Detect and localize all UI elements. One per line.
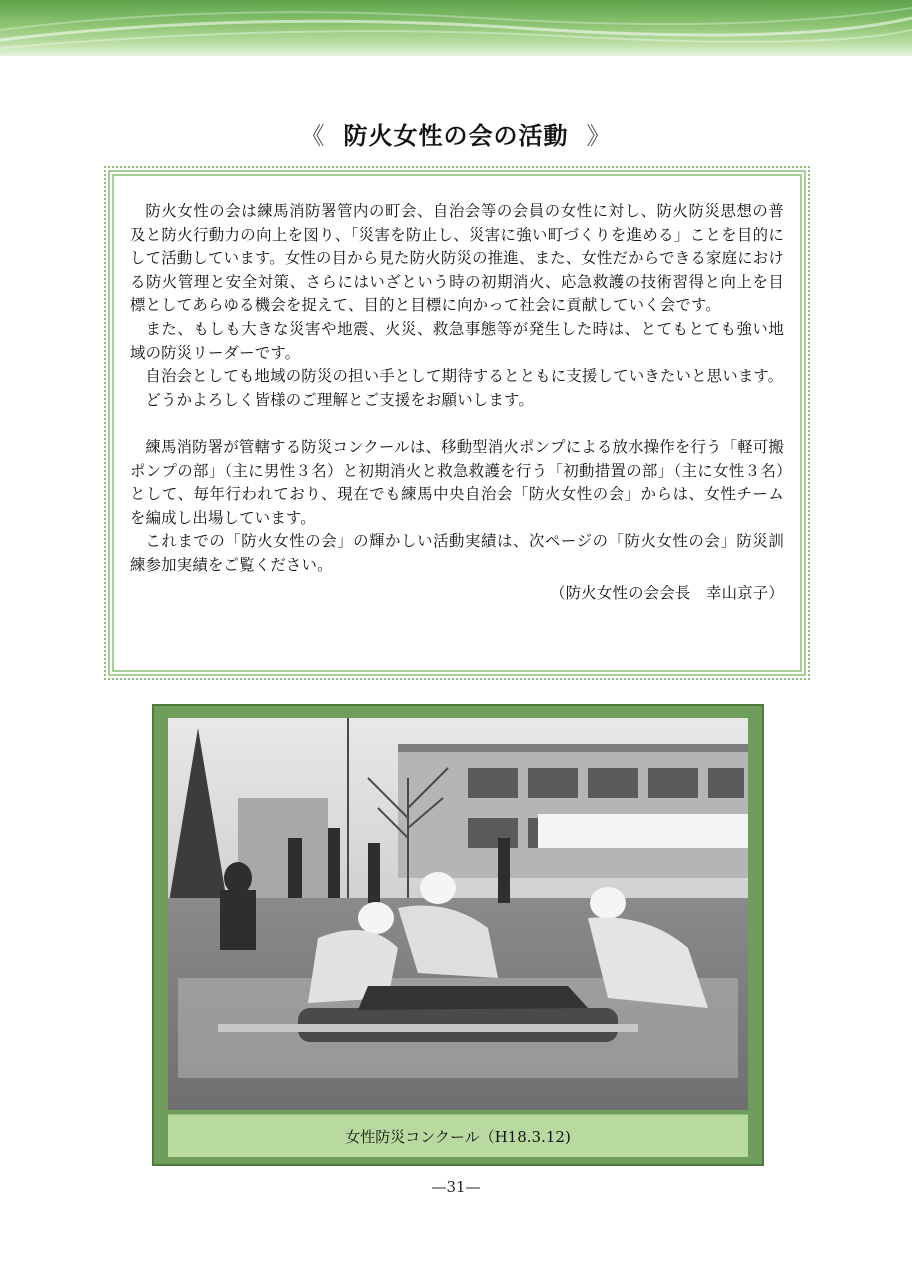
photo: [168, 718, 748, 1110]
header-decoration: [0, 0, 912, 56]
paragraph: これまでの「防火女性の会」の輝かしい活動実績は、次ページの「防火女性の会」防災訓練参加実績をご覧ください。: [130, 532, 784, 574]
page-title: 《 防火女性の会の活動 》: [300, 121, 612, 150]
photo-frame: [152, 704, 764, 1166]
paragraph: また、もしも大きな災害や地震、火災、救急事態等が発生した時は、とてもとても強い地域の防災リーダーです。: [130, 319, 784, 362]
photo-caption: [168, 1114, 748, 1157]
page-number: —31—: [431, 1178, 481, 1196]
signature: （防火女性の会会長 幸山京子）: [550, 583, 784, 602]
text-content: [130, 200, 784, 605]
photo-caption-text: 女性防災コンクール（H18.3.12): [345, 1127, 571, 1146]
paragraph: 防火女性の会は練馬消防署管内の町会、自治会等の会員の女性に対し、防火防災思想の普及と防火行動力の向上を図り、「災害を防止し、災害に強い町づくりを進める」ことを目的にして活動しています。女性の目から見た防火防災の推進、また、女性だからできる家庭における防火管理と安全対策、さらにはいざという時の初期消火、応急救護の技術習得と向上を目標としてあらゆる機会を捉えて、目的と目標に向かって社会に貢献していく会です。: [130, 202, 784, 315]
page-title-text: 防火女性の会の活動: [343, 121, 569, 150]
text-box: [108, 170, 806, 676]
paragraph: 自治会としても地域の防災の担い手として期待するとともに支援していきたいと思います。: [145, 367, 784, 386]
paragraph: 練馬消防署が管轄する防災コンクールは、移動型消火ポンプによる放水操作を行う「軽可搬ポンプの部」（主に男性３名）と初期消火と救急救護を行う「初動措置の部」（主に女性３名）として、毎年行われており、現在でも練馬中央自治会「防火女性の会」からは、女性チームを編成し出場しています。: [130, 437, 784, 527]
paragraph: どうかよろしく皆様のご理解とご支援をお願いします。: [145, 390, 534, 409]
